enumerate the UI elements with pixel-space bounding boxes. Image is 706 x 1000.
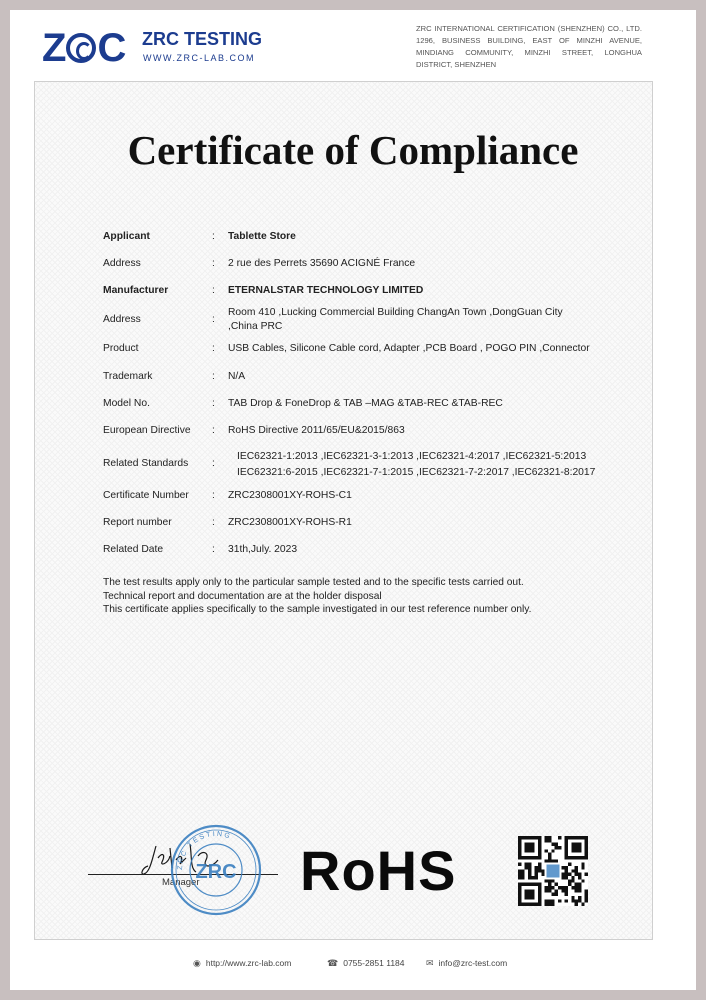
- field-colon: :: [212, 285, 215, 296]
- footer-email[interactable]: [426, 958, 507, 969]
- mail-icon: ✉: [426, 958, 434, 968]
- certificate-notes: [103, 576, 531, 617]
- footer-phone: [327, 958, 405, 969]
- rohs-mark: RoHS: [300, 839, 457, 902]
- field-value: ETERNALSTAR TECHNOLOGY LIMITED: [228, 285, 424, 296]
- field-value: N/A: [228, 371, 246, 382]
- field-colon: :: [212, 231, 215, 242]
- field-colon: :: [212, 458, 215, 469]
- zrc-stamp: [168, 822, 264, 918]
- field-colon: :: [212, 343, 215, 354]
- field-value: 2 rue des Perrets 35690 ACIGNÉ France: [228, 258, 416, 269]
- note-line: The test results apply only to the particular sample tested and to the specific tests carried out.: [103, 577, 524, 588]
- note-line: This certificate applies specifically to the sample investigated in our test reference number only.: [103, 604, 532, 615]
- field-label: Address: [103, 258, 141, 269]
- field-label: European Directive: [103, 425, 191, 436]
- field-label: Model No.: [103, 398, 150, 409]
- field-value: TAB Drop & FoneDrop & TAB –MAG &TAB-REC &TAB-REC: [228, 398, 503, 409]
- field-label: Trademark: [103, 371, 153, 382]
- field-label: Related Date: [103, 544, 164, 555]
- field-colon: :: [212, 425, 215, 436]
- signature-role: Manager: [162, 877, 200, 888]
- field-colon: :: [212, 371, 215, 382]
- field-value: RoHS Directive 2011/65/EU&2015/863: [228, 425, 405, 436]
- footer-web[interactable]: [193, 958, 291, 969]
- footer-phone-text: 0755-2851 1184: [343, 958, 405, 968]
- qr-code: [518, 836, 588, 906]
- field-value: 31th,July. 2023: [228, 544, 298, 555]
- field-value: ZRC2308001XY-ROHS-R1: [228, 517, 352, 528]
- stamp-text: ZRC: [195, 861, 237, 883]
- field-colon: :: [212, 544, 215, 555]
- globe-icon: ◉: [193, 958, 201, 968]
- field-label: Report number: [103, 517, 172, 528]
- company-address: ZRC INTERNATIONAL CERTIFICATION (SHENZHEN) CO., LTD. 1296, BUSINESS BUILDING, EAST OF MINZHI AVENUE, MINDIANG COMMUNITY, MINZHI STREET, LONGHUA DISTRICT, SHENZHEN: [416, 24, 642, 69]
- certificate-title: Certificate of Compliance: [127, 127, 579, 173]
- footer-email-text: info@zrc-test.com: [438, 958, 508, 968]
- logo-url: WWW.ZRC-LAB.COM: [143, 53, 255, 63]
- field-colon: :: [212, 490, 215, 501]
- field-colon: :: [212, 398, 215, 409]
- logo-title: ZRC TESTING: [142, 29, 262, 49]
- field-label: Related Standards: [103, 458, 189, 469]
- field-colon: :: [212, 314, 215, 325]
- field-value: ZRC2308001XY-ROHS-C1: [228, 490, 352, 501]
- note-line: Technical report and documentation are at the holder disposal: [103, 590, 382, 602]
- field-value: IEC62321-1:2013 ,IEC62321-3-1:2013 ,IEC62321-4:2017 ,IEC62321-5:2013 IEC62321:6-2015 ,IEC62321-7-1:2015 ,IEC62321-7-2:2017 ,IEC62321-8:2017: [237, 451, 596, 478]
- field-label: Certificate Number: [103, 490, 189, 501]
- field-colon: :: [212, 517, 215, 528]
- field-value: Room 410 ,Lucking Commercial Building ChangAn Town ,DongGuan City ,China PRC: [228, 307, 563, 332]
- field-label: Manufacturer: [103, 285, 169, 296]
- phone-icon: ☎: [327, 958, 339, 968]
- field-label: Product: [103, 343, 139, 354]
- field-label: Address: [103, 314, 141, 325]
- footer-web-text: http://www.zrc-lab.com: [205, 958, 292, 968]
- qr-logo-icon: [546, 864, 559, 877]
- stamp-ring-text: ZRC TESTING: [176, 830, 233, 871]
- field-value: Tablette Store: [228, 231, 296, 242]
- field-colon: :: [212, 258, 215, 269]
- field-label: Applicant: [103, 231, 150, 242]
- field-value: USB Cables, Silicone Cable cord, Adapter ,PCB Board , POGO PIN ,Connector: [228, 343, 590, 354]
- logo-mark: Z C: [42, 26, 126, 70]
